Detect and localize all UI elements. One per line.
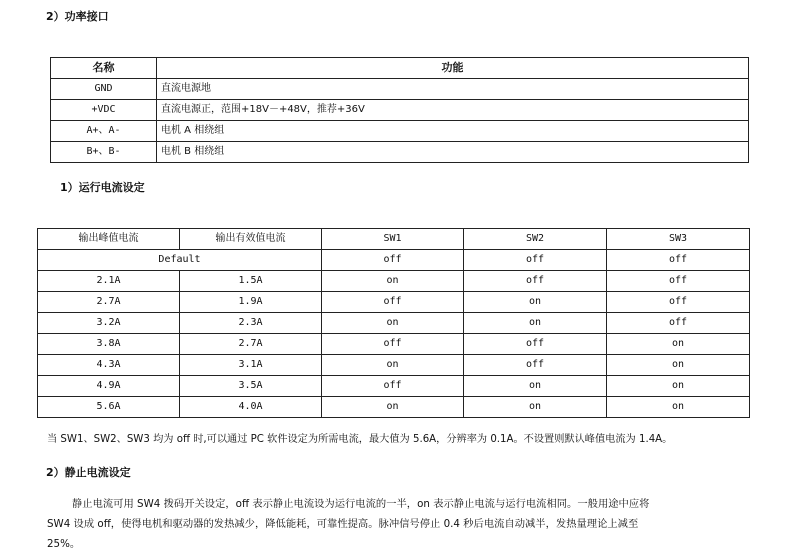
peak-current: 3.2A — [38, 313, 180, 334]
header-function: 功能 — [157, 58, 749, 79]
current-note: 当 SW1、SW2、SW3 均为 off 时,可以通过 PC 软件设定为所需电流，最大值为 5.6A，分辨率为 0.1A。不设置则默认峰值电流为 1.4A。 — [47, 434, 673, 445]
table-row — [38, 292, 750, 313]
default-label: Default — [38, 250, 322, 271]
table-row — [38, 334, 750, 355]
table-row — [38, 271, 750, 292]
rms-current: 4.0A — [180, 397, 322, 418]
table-row — [38, 376, 750, 397]
rms-current: 2.3A — [180, 313, 322, 334]
section-heading-power-interface: 2）功率接口 — [46, 10, 109, 23]
sw2-state: off — [464, 250, 607, 271]
table-row — [38, 355, 750, 376]
sw2-state: on — [464, 313, 607, 334]
sw3-state: off — [607, 250, 750, 271]
sw3-state: on — [607, 334, 750, 355]
peak-current: 2.7A — [38, 292, 180, 313]
header-sw1: SW1 — [322, 229, 464, 250]
table-row-default — [38, 250, 750, 271]
header-peak-current: 输出峰值电流 — [38, 229, 180, 250]
header-sw3: SW3 — [607, 229, 750, 250]
sw1-state: on — [322, 271, 464, 292]
header-name: 名称 — [51, 58, 157, 79]
power-interface-table — [50, 57, 749, 163]
run-current-table — [37, 228, 750, 418]
standstill-paragraph-line-1: 静止电流可用 SW4 拨码开关设定，off 表示静止电流设为运行电流的一半，on 表示静止电流与运行电流相同。一般用途中应将 — [72, 498, 650, 510]
peak-current: 4.3A — [38, 355, 180, 376]
peak-current: 3.8A — [38, 334, 180, 355]
terminal-function: 直流电源正，范围+18V－+48V，推荐+36V — [157, 100, 749, 121]
header-sw2: SW2 — [464, 229, 607, 250]
sw1-state: off — [322, 250, 464, 271]
sw1-state: off — [322, 376, 464, 397]
sw3-state: off — [607, 313, 750, 334]
peak-current: 4.9A — [38, 376, 180, 397]
terminal-function: 电机 B 相绕组 — [157, 142, 749, 163]
table-row — [51, 79, 749, 100]
terminal-name: A+、A- — [51, 121, 157, 142]
sw2-state: off — [464, 271, 607, 292]
sw1-state: off — [322, 334, 464, 355]
rms-current: 1.5A — [180, 271, 322, 292]
table-row — [51, 100, 749, 121]
sw3-state: on — [607, 376, 750, 397]
section-heading-standstill-current: 2）静止电流设定 — [46, 466, 131, 479]
sw3-state: off — [607, 292, 750, 313]
table-header-row — [51, 58, 749, 79]
terminal-name: GND — [51, 79, 157, 100]
rms-current: 3.1A — [180, 355, 322, 376]
terminal-function: 直流电源地 — [157, 79, 749, 100]
table-row — [51, 142, 749, 163]
sw3-state: on — [607, 355, 750, 376]
terminal-function: 电机 A 相绕组 — [157, 121, 749, 142]
table-header-row — [38, 229, 750, 250]
header-rms-current: 输出有效值电流 — [180, 229, 322, 250]
sw2-state: off — [464, 355, 607, 376]
table-row — [51, 121, 749, 142]
rms-current: 3.5A — [180, 376, 322, 397]
sw2-state: off — [464, 334, 607, 355]
rms-current: 1.9A — [180, 292, 322, 313]
peak-current: 2.1A — [38, 271, 180, 292]
sw3-state: on — [607, 397, 750, 418]
sw2-state: on — [464, 292, 607, 313]
sw1-state: off — [322, 292, 464, 313]
terminal-name: B+、B- — [51, 142, 157, 163]
table-row — [38, 397, 750, 418]
standstill-paragraph-line-3: 25%。 — [47, 538, 81, 550]
terminal-name: +VDC — [51, 100, 157, 121]
sw2-state: on — [464, 397, 607, 418]
standstill-paragraph-line-2: SW4 设成 off，使得电机和驱动器的发热减少，降低能耗，可靠性提高。脉冲信号停止 0.4 秒后电流自动减半，发热量理论上减至 — [47, 518, 639, 530]
sw1-state: on — [322, 313, 464, 334]
peak-current: 5.6A — [38, 397, 180, 418]
sw2-state: on — [464, 376, 607, 397]
sw1-state: on — [322, 355, 464, 376]
rms-current: 2.7A — [180, 334, 322, 355]
sw3-state: off — [607, 271, 750, 292]
table-row — [38, 313, 750, 334]
sw1-state: on — [322, 397, 464, 418]
section-heading-run-current: 1）运行电流设定 — [60, 181, 145, 194]
